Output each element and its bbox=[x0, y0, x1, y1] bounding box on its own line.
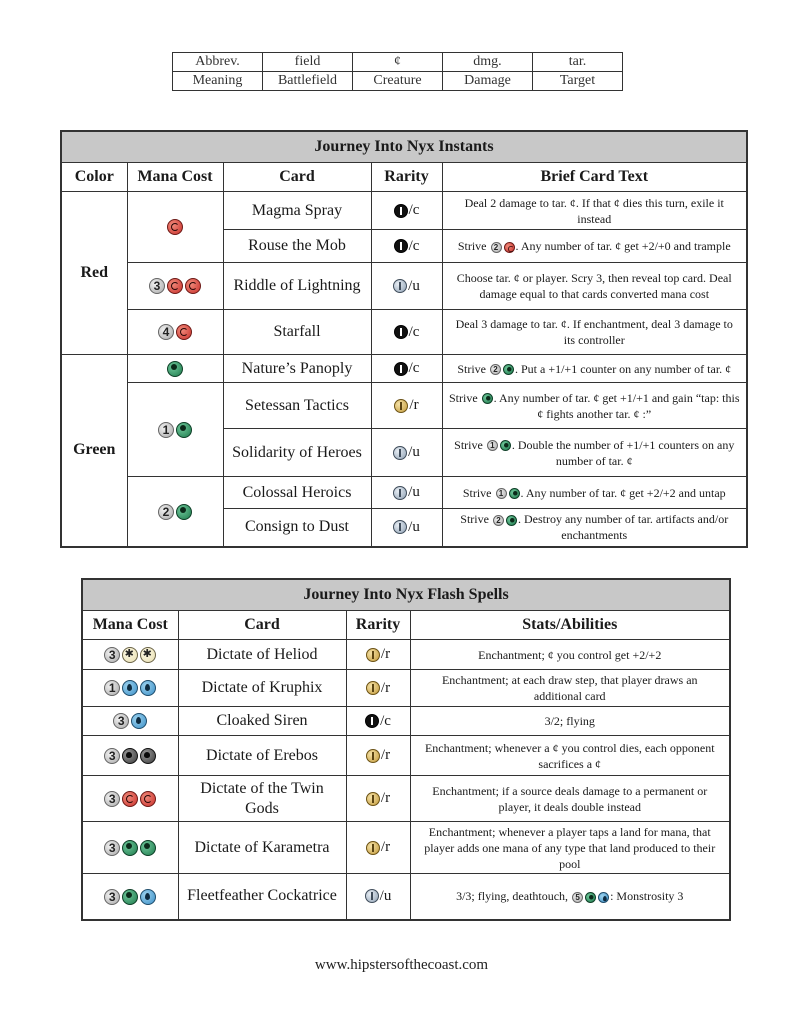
rare-rarity-icon bbox=[366, 792, 380, 806]
mana-cost bbox=[82, 640, 178, 670]
card-name: Dictate of Heliod bbox=[178, 640, 346, 670]
column-header: Color bbox=[61, 163, 127, 192]
meaning-cell: Creature bbox=[353, 72, 443, 91]
table-row bbox=[82, 640, 730, 670]
blue-mana-icon bbox=[140, 680, 156, 696]
meaning-cell: Battlefield bbox=[263, 72, 353, 91]
column-header: Rarity bbox=[346, 611, 410, 640]
mana-cost bbox=[82, 874, 178, 920]
generic-mana-icon: 3 bbox=[104, 647, 120, 663]
green-mana-icon bbox=[509, 488, 520, 499]
blue-mana-icon bbox=[122, 680, 138, 696]
color-red-cell: Red bbox=[61, 192, 127, 355]
uncommon-rarity-icon bbox=[393, 486, 407, 500]
green-mana-icon bbox=[585, 892, 596, 903]
rarity bbox=[371, 355, 442, 383]
generic-mana-icon: 1 bbox=[158, 422, 174, 438]
green-mana-icon bbox=[500, 440, 511, 451]
card-text: Enchantment; if a source deals damage to a permanent or player, it deals double instead bbox=[410, 776, 730, 822]
table-row bbox=[82, 822, 730, 874]
green-mana-icon bbox=[122, 840, 138, 856]
green-mana-icon bbox=[506, 515, 517, 526]
blue-mana-icon bbox=[140, 889, 156, 905]
meaning-cell: Damage bbox=[443, 72, 533, 91]
card-text-body: . Any number of tar. ¢ get +2/+2 and untap bbox=[520, 485, 726, 500]
card-text bbox=[442, 355, 747, 383]
rare-rarity-icon bbox=[366, 648, 380, 662]
generic-mana-icon: 1 bbox=[496, 488, 507, 499]
card-text: Enchantment; ¢ you control get +2/+2 bbox=[410, 640, 730, 670]
rarity bbox=[371, 230, 442, 263]
blue-mana-icon bbox=[131, 713, 147, 729]
footer-url: www.hipstersofthecoast.com bbox=[314, 957, 489, 973]
mana-cost bbox=[82, 707, 178, 736]
red-mana-icon bbox=[176, 324, 192, 340]
generic-mana-icon: 2 bbox=[158, 504, 174, 520]
card-text: 3/2; flying bbox=[410, 707, 730, 736]
green-mana-icon bbox=[176, 422, 192, 438]
white-mana-icon bbox=[122, 647, 138, 663]
mana-cost bbox=[127, 263, 223, 310]
common-rarity-icon bbox=[394, 239, 408, 253]
table-row bbox=[82, 707, 730, 736]
card-text-body: : Monstrosity 3 bbox=[610, 889, 684, 904]
strive-label: Strive bbox=[449, 390, 478, 405]
rarity-label: /u bbox=[408, 444, 420, 460]
rarity-label: /r bbox=[380, 790, 391, 806]
table-row bbox=[82, 874, 730, 920]
rarity-label: /r bbox=[380, 839, 391, 855]
card-name: Starfall bbox=[223, 310, 371, 355]
meaning-row bbox=[173, 72, 623, 91]
strive-label: Strive bbox=[457, 361, 486, 376]
abbrev-cell: tar. bbox=[533, 53, 623, 72]
rarity-label: /u bbox=[379, 887, 392, 904]
green-mana-icon bbox=[140, 840, 156, 856]
card-text: Enchantment; whenever a ¢ you control dies, each opponent sacrifices a ¢ bbox=[410, 736, 730, 776]
column-header: Rarity bbox=[371, 163, 442, 192]
green-mana-icon bbox=[176, 504, 192, 520]
meaning-cell: Meaning bbox=[173, 72, 263, 91]
uncommon-rarity-icon bbox=[393, 279, 407, 293]
generic-mana-icon: 2 bbox=[491, 242, 502, 253]
strive-label: Strive bbox=[454, 437, 483, 452]
abbreviation-legend bbox=[172, 52, 623, 91]
mana-cost bbox=[82, 822, 178, 874]
meaning-cell: Target bbox=[533, 72, 623, 91]
strive-label: Strive bbox=[460, 512, 489, 527]
instants-header-row bbox=[61, 163, 747, 192]
generic-mana-icon: 3 bbox=[113, 713, 129, 729]
column-header: Card bbox=[178, 611, 346, 640]
rarity bbox=[346, 736, 410, 776]
rare-rarity-icon bbox=[366, 841, 380, 855]
green-mana-icon bbox=[482, 393, 493, 404]
rarity-label: /u bbox=[408, 484, 420, 500]
table-row bbox=[61, 383, 747, 429]
black-mana-icon bbox=[140, 748, 156, 764]
column-header: Card bbox=[223, 163, 371, 192]
rarity-label: /u bbox=[408, 518, 420, 535]
green-mana-icon bbox=[503, 364, 514, 375]
flash-title-row bbox=[82, 579, 730, 611]
rarity bbox=[371, 310, 442, 355]
card-text bbox=[442, 383, 747, 429]
generic-mana-icon: 3 bbox=[104, 748, 120, 764]
card-name: Fleetfeather Cockatrice bbox=[178, 874, 346, 920]
mana-cost bbox=[82, 670, 178, 707]
rare-rarity-icon bbox=[366, 681, 380, 695]
generic-mana-icon: 1 bbox=[487, 440, 498, 451]
rarity-label: /c bbox=[408, 202, 420, 218]
generic-mana-icon: 4 bbox=[158, 324, 174, 340]
card-name: Solidarity of Heroes bbox=[223, 429, 371, 477]
card-text-body: . Destroy any number of tar. artifacts and/or enchantments bbox=[517, 512, 729, 543]
color-green-cell: Green bbox=[61, 355, 127, 547]
column-header: Mana Cost bbox=[82, 611, 178, 640]
rarity-label: /u bbox=[408, 277, 420, 294]
rarity-label: /r bbox=[409, 397, 419, 413]
generic-mana-icon: 5 bbox=[572, 892, 583, 903]
strive-label: Strive bbox=[462, 485, 492, 500]
uncommon-rarity-icon bbox=[393, 520, 407, 534]
card-text-body: . Any number of tar. ¢ get +2/+0 and trample bbox=[515, 239, 731, 253]
white-mana-icon bbox=[140, 647, 156, 663]
card-text-body: . Any number of tar. ¢ get +1/+1 and gain “tap: this ¢ fights another tar. ¢ :” bbox=[493, 390, 740, 421]
card-name: Dictate of Erebos bbox=[178, 736, 346, 776]
card-text: Enchantment; at each draw step, that player draws an additional card bbox=[410, 670, 730, 707]
card-name: Rouse the Mob bbox=[223, 230, 371, 263]
rarity bbox=[346, 776, 410, 822]
table-row bbox=[61, 192, 747, 230]
card-name: Nature’s Panoply bbox=[223, 355, 371, 383]
rarity bbox=[371, 263, 442, 310]
rarity bbox=[371, 477, 442, 509]
green-mana-icon bbox=[122, 889, 138, 905]
rarity-label: /c bbox=[408, 237, 420, 254]
mana-cost bbox=[127, 477, 223, 547]
common-rarity-icon bbox=[365, 714, 379, 728]
rarity bbox=[371, 383, 442, 429]
card-name: Cloaked Siren bbox=[178, 707, 346, 736]
generic-mana-icon: 1 bbox=[104, 680, 120, 696]
generic-mana-icon: 2 bbox=[490, 364, 501, 375]
abbrev-cell: Abbrev. bbox=[173, 53, 263, 72]
rarity bbox=[371, 509, 442, 547]
card-text-body: . Double the number of +1/+1 counters on any number of tar. ¢ bbox=[511, 437, 735, 468]
flash-title: Journey Into Nyx Flash Spells bbox=[82, 579, 730, 611]
rarity bbox=[371, 192, 442, 230]
rarity-label: /c bbox=[408, 360, 420, 376]
card-text: Deal 3 damage to tar. ¢. If enchantment, deal 3 damage to its controller bbox=[442, 310, 747, 355]
rarity-label: /c bbox=[380, 712, 391, 729]
table-row bbox=[61, 310, 747, 355]
mana-cost bbox=[127, 310, 223, 355]
abbrev-cell: dmg. bbox=[443, 53, 533, 72]
common-rarity-icon bbox=[394, 325, 408, 339]
mana-cost bbox=[127, 383, 223, 477]
black-mana-icon bbox=[122, 748, 138, 764]
red-mana-icon bbox=[122, 791, 138, 807]
red-mana-icon bbox=[504, 242, 515, 253]
rarity-label: /c bbox=[408, 323, 420, 340]
column-header: Mana Cost bbox=[127, 163, 223, 192]
column-header: Stats/Abilities bbox=[410, 611, 730, 640]
uncommon-rarity-icon bbox=[365, 889, 379, 903]
red-mana-icon bbox=[140, 791, 156, 807]
red-mana-icon bbox=[167, 219, 183, 235]
card-name: Consign to Dust bbox=[223, 509, 371, 547]
rarity-label: /r bbox=[380, 747, 391, 763]
card-text bbox=[442, 509, 747, 547]
column-header: Brief Card Text bbox=[442, 163, 747, 192]
card-name: Dictate of the Twin Gods bbox=[178, 776, 346, 822]
generic-mana-icon: 3 bbox=[104, 889, 120, 905]
green-mana-icon bbox=[167, 361, 183, 377]
mana-cost bbox=[127, 355, 223, 383]
card-text-body: 3/3; flying, deathtouch, bbox=[456, 889, 569, 904]
uncommon-rarity-icon bbox=[393, 446, 407, 460]
strive-label: Strive bbox=[457, 239, 487, 253]
card-name: Riddle of Lightning bbox=[223, 263, 371, 310]
generic-mana-icon: 3 bbox=[104, 791, 120, 807]
abbrev-row bbox=[173, 53, 623, 72]
generic-mana-icon: 3 bbox=[104, 840, 120, 856]
rarity bbox=[346, 670, 410, 707]
card-text: Deal 2 damage to tar. ¢. If that ¢ dies this turn, exile it instead bbox=[442, 192, 747, 230]
table-row bbox=[82, 736, 730, 776]
blue-mana-icon bbox=[598, 892, 609, 903]
abbrev-cell: ¢ bbox=[353, 53, 443, 72]
rarity bbox=[346, 707, 410, 736]
card-text: Enchantment; whenever a player taps a land for mana, that player adds one mana of any type that land produced to their pool bbox=[410, 822, 730, 874]
table-row bbox=[61, 355, 747, 383]
rare-rarity-icon bbox=[366, 749, 380, 763]
table-row bbox=[82, 670, 730, 707]
table-row bbox=[82, 776, 730, 822]
card-name: Setessan Tactics bbox=[223, 383, 371, 429]
mana-cost bbox=[82, 776, 178, 822]
common-rarity-icon bbox=[394, 362, 408, 376]
card-text-body: . Put a +1/+1 counter on any number of tar. ¢ bbox=[515, 361, 732, 376]
rarity bbox=[346, 822, 410, 874]
instants-title: Journey Into Nyx Instants bbox=[61, 131, 747, 163]
rare-rarity-icon bbox=[394, 399, 408, 413]
instants-title-row bbox=[61, 131, 747, 163]
card-text bbox=[442, 230, 747, 263]
red-mana-icon bbox=[185, 278, 201, 294]
rarity bbox=[346, 874, 410, 920]
card-text: Choose tar. ¢ or player. Scry 3, then reveal top card. Deal damage equal to that cards converted mana cost bbox=[442, 263, 747, 310]
generic-mana-icon: 2 bbox=[493, 515, 504, 526]
mana-cost bbox=[82, 736, 178, 776]
card-text bbox=[442, 429, 747, 477]
rarity-label: /r bbox=[380, 679, 391, 696]
instants-table bbox=[60, 130, 748, 548]
table-row bbox=[61, 263, 747, 310]
flash-header-row bbox=[82, 611, 730, 640]
card-name: Dictate of Karametra bbox=[178, 822, 346, 874]
common-rarity-icon bbox=[394, 204, 408, 218]
generic-mana-icon: 3 bbox=[149, 278, 165, 294]
card-name: Colossal Heroics bbox=[223, 477, 371, 509]
mana-cost bbox=[127, 192, 223, 263]
rarity bbox=[371, 429, 442, 477]
card-text bbox=[410, 874, 730, 920]
card-name: Dictate of Kruphix bbox=[178, 670, 346, 707]
rarity bbox=[346, 640, 410, 670]
card-name: Magma Spray bbox=[223, 192, 371, 230]
table-row bbox=[61, 477, 747, 509]
rarity-label: /r bbox=[380, 646, 391, 662]
abbrev-cell: field bbox=[263, 53, 353, 72]
red-mana-icon bbox=[167, 278, 183, 294]
flash-spells-table bbox=[81, 578, 731, 921]
card-text bbox=[442, 477, 747, 509]
